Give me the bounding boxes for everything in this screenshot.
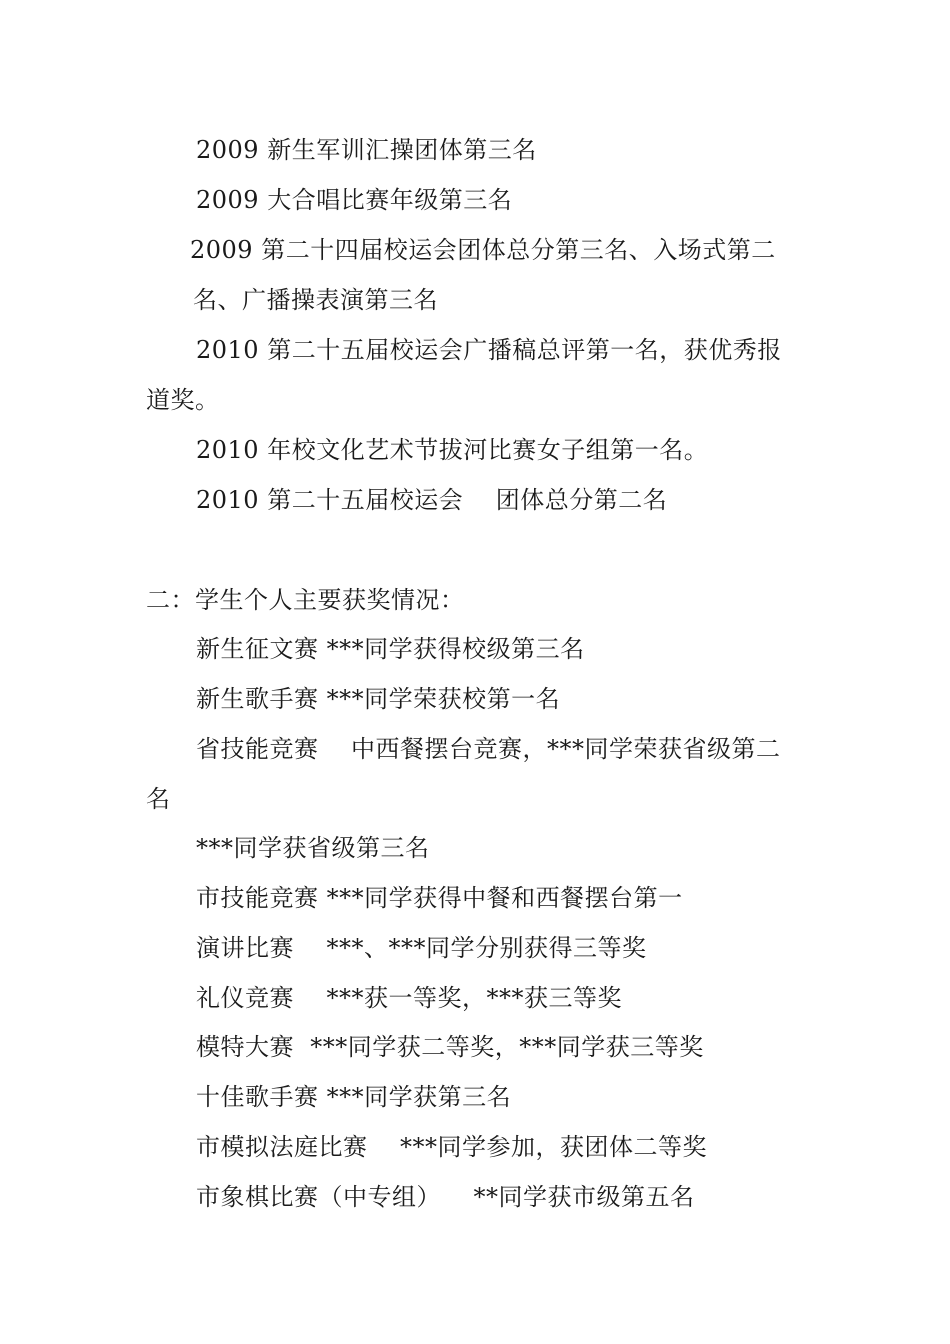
- individual-award-line: 新生征文赛 ***同学获得校级第三名: [196, 635, 585, 663]
- team-award-line: 2010 第二十五届校运会 团体总分第二名: [196, 486, 668, 514]
- individual-award-line: 市象棋比赛（中专组） **同学获市级第五名: [196, 1183, 695, 1211]
- individual-award-line: 名: [146, 785, 171, 813]
- individual-award-line: 省技能竞赛 中西餐摆台竞赛，***同学荣获省级第二: [196, 735, 781, 763]
- team-award-line: 2010 年校文化艺术节拔河比赛女子组第一名。: [196, 436, 709, 464]
- individual-award-line: 演讲比赛 ***、***同学分别获得三等奖: [196, 934, 647, 962]
- individual-award-line: 礼仪竞赛 ***获一等奖，***获三等奖: [196, 984, 623, 1012]
- team-award-line: 2009 新生军训汇操团体第三名: [196, 136, 537, 164]
- team-award-line: 2010 第二十五届校运会广播稿总评第一名，获优秀报: [196, 336, 782, 364]
- team-award-line: 2009 大合唱比赛年级第三名: [196, 186, 513, 214]
- individual-award-line: 模特大赛 ***同学获二等奖，***同学获三等奖: [196, 1033, 704, 1061]
- section-heading: 二：学生个人主要获奖情况：: [146, 586, 465, 614]
- individual-award-line: 市技能竞赛 ***同学获得中餐和西餐摆台第一: [196, 884, 683, 912]
- team-award-line: 名、广播操表演第三名: [193, 286, 438, 314]
- team-award-line: 2009 第二十四届校运会团体总分第三名、入场式第二: [190, 236, 776, 264]
- individual-award-line: 十佳歌手赛 ***同学获第三名: [196, 1083, 512, 1111]
- individual-award-line: 市模拟法庭比赛 ***同学参加，获团体二等奖: [196, 1133, 708, 1161]
- team-award-line: 道奖。: [146, 386, 220, 414]
- individual-award-line: ***同学获省级第三名: [196, 834, 430, 862]
- individual-award-line: 新生歌手赛 ***同学荣获校第一名: [196, 685, 561, 713]
